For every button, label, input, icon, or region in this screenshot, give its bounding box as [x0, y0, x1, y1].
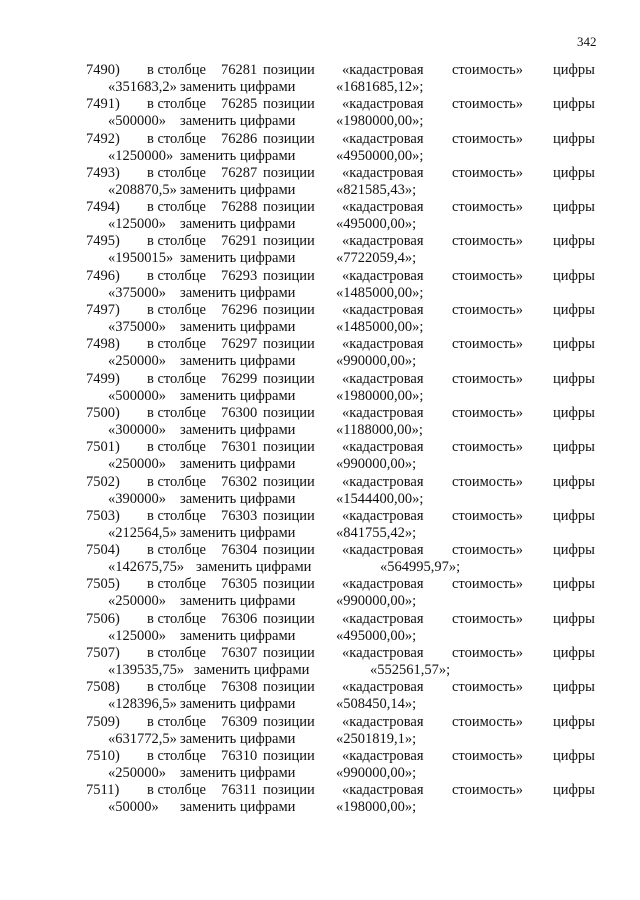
- new-value: «508450,14»;: [336, 696, 417, 713]
- digits-text: цифры: [553, 645, 595, 662]
- new-value: «1980000,00»;: [336, 113, 424, 130]
- item-number: 7501): [86, 439, 120, 456]
- position-text: позиции: [263, 542, 315, 559]
- in-column-text: в столбце: [147, 439, 206, 456]
- old-value: «375000»: [108, 284, 166, 301]
- item-number: 7499): [86, 370, 120, 387]
- cadastral-text: «кадастровая: [342, 267, 424, 284]
- item-number: 7509): [86, 713, 120, 730]
- position-number: 76281: [221, 62, 258, 78]
- in-column-text: в столбце: [147, 370, 206, 387]
- replace-text: заменить цифрами: [180, 764, 296, 781]
- cost-text: стоимость»: [452, 679, 524, 696]
- new-value: «2501819,1»;: [336, 730, 417, 747]
- old-value: «208870,5»: [108, 181, 177, 198]
- position-text: позиции: [263, 302, 315, 319]
- cadastral-text: «кадастровая: [342, 233, 424, 250]
- position-text: позиции: [263, 164, 315, 181]
- old-value: «1250000»: [108, 147, 174, 164]
- item-number: 7503): [86, 507, 120, 524]
- replace-text: заменить цифрами: [196, 559, 312, 576]
- digits-text: цифры: [553, 576, 595, 593]
- position-text: позиции: [263, 233, 315, 250]
- item-number: 7508): [86, 679, 120, 696]
- old-value: «139535,75»: [108, 662, 185, 679]
- digits-text: цифры: [553, 96, 595, 113]
- cost-text: стоимость»: [452, 96, 524, 113]
- position-text: позиции: [263, 267, 315, 284]
- item-number: 7510): [86, 747, 120, 764]
- old-value: «631772,5»: [108, 730, 177, 747]
- position-text: позиции: [263, 747, 315, 764]
- digits-text: цифры: [553, 370, 595, 387]
- digits-text: цифры: [553, 679, 595, 696]
- new-value: «1485000,00»;: [336, 284, 424, 301]
- cost-text: стоимость»: [452, 267, 524, 284]
- digits-text: цифры: [553, 164, 595, 181]
- cadastral-text: «кадастровая: [342, 713, 424, 730]
- in-column-text: в столбце: [147, 576, 206, 593]
- in-column-text: в столбце: [147, 130, 206, 147]
- old-value: «351683,2»: [108, 79, 177, 95]
- in-column-text: в столбце: [147, 713, 206, 730]
- cadastral-text: «кадастровая: [342, 130, 424, 147]
- amendment-item: [0, 576, 640, 610]
- old-value: «375000»: [108, 319, 166, 336]
- new-value: «990000,00»;: [336, 353, 417, 370]
- cadastral-text: «кадастровая: [342, 96, 424, 113]
- amendment-item: [0, 679, 640, 713]
- old-value: «125000»: [108, 216, 166, 233]
- cadastral-text: «кадастровая: [342, 336, 424, 353]
- position-number: 76308: [221, 679, 258, 696]
- cost-text: стоимость»: [452, 370, 524, 387]
- position-number: 76291: [221, 233, 258, 250]
- digits-text: цифры: [553, 199, 595, 216]
- position-number: 76302: [221, 473, 258, 490]
- position-text: позиции: [263, 713, 315, 730]
- cost-text: стоимость»: [452, 336, 524, 353]
- position-number: 76306: [221, 610, 258, 627]
- amendment-list: [0, 62, 640, 817]
- position-number: 76300: [221, 404, 258, 421]
- position-number: 76304: [221, 542, 258, 559]
- amendment-item: [0, 199, 640, 233]
- position-text: позиции: [263, 439, 315, 456]
- digits-text: цифры: [553, 233, 595, 250]
- new-value: «990000,00»;: [336, 764, 417, 781]
- cost-text: стоимость»: [452, 233, 524, 250]
- in-column-text: в столбце: [147, 610, 206, 627]
- in-column-text: в столбце: [147, 199, 206, 216]
- replace-text: заменить цифрами: [194, 662, 310, 679]
- digits-text: цифры: [553, 302, 595, 319]
- in-column-text: в столбце: [147, 404, 206, 421]
- amendment-item: [0, 508, 640, 542]
- digits-text: цифры: [553, 404, 595, 421]
- old-value: «128396,5»: [108, 696, 177, 713]
- in-column-text: в столбце: [147, 96, 206, 113]
- cadastral-text: «кадастровая: [342, 645, 424, 662]
- old-value: «300000»: [108, 421, 166, 438]
- position-text: позиции: [263, 576, 315, 593]
- amendment-item: [0, 131, 640, 165]
- new-value: «564995,97»;: [380, 559, 461, 576]
- new-value: «495000,00»;: [336, 216, 417, 233]
- cadastral-text: «кадастровая: [342, 473, 424, 490]
- cost-text: стоимость»: [452, 782, 524, 799]
- old-value: «250000»: [108, 593, 166, 610]
- cost-text: стоимость»: [452, 645, 524, 662]
- amendment-item: [0, 542, 640, 576]
- cost-text: стоимость»: [452, 576, 524, 593]
- amendment-item: [0, 165, 640, 199]
- replace-text: заменить цифрами: [180, 593, 296, 610]
- digits-text: цифры: [553, 610, 595, 627]
- position-number: 76285: [221, 96, 258, 113]
- amendment-item: [0, 748, 640, 782]
- old-value: «500000»: [108, 387, 166, 404]
- amendment-item: [0, 233, 640, 267]
- replace-text: заменить цифрами: [180, 147, 296, 164]
- item-number: 7498): [86, 336, 120, 353]
- position-text: позиции: [263, 610, 315, 627]
- position-text: позиции: [263, 130, 315, 147]
- new-value: «1485000,00»;: [336, 319, 424, 336]
- old-value: «1950015»: [108, 250, 174, 267]
- item-number: 7502): [86, 473, 120, 490]
- old-value: «50000»: [108, 799, 159, 816]
- replace-text: заменить цифрами: [180, 524, 296, 541]
- in-column-text: в столбце: [147, 267, 206, 284]
- item-number: 7492): [86, 130, 120, 147]
- replace-text: заменить цифрами: [180, 216, 296, 233]
- replace-text: заменить цифрами: [180, 799, 296, 816]
- cost-text: стоимость»: [452, 747, 524, 764]
- cost-text: стоимость»: [452, 302, 524, 319]
- cost-text: стоимость»: [452, 610, 524, 627]
- amendment-item: [0, 645, 640, 679]
- new-value: «4950000,00»;: [336, 147, 424, 164]
- cadastral-text: «кадастровая: [342, 576, 424, 593]
- new-value: «1188000,00»;: [336, 421, 423, 438]
- replace-text: заменить цифрами: [180, 490, 296, 507]
- cadastral-text: «кадастровая: [342, 302, 424, 319]
- cost-text: стоимость»: [452, 62, 524, 78]
- cadastral-text: «кадастровая: [342, 439, 424, 456]
- old-value: «250000»: [108, 764, 166, 781]
- old-value: «142675,75»: [108, 559, 185, 576]
- position-number: 76297: [221, 336, 258, 353]
- cost-text: стоимость»: [452, 164, 524, 181]
- digits-text: цифры: [553, 62, 595, 78]
- new-value: «821585,43»;: [336, 181, 417, 198]
- cadastral-text: «кадастровая: [342, 507, 424, 524]
- in-column-text: в столбце: [147, 542, 206, 559]
- position-number: 76305: [221, 576, 258, 593]
- new-value: «495000,00»;: [336, 627, 417, 644]
- cost-text: стоимость»: [452, 199, 524, 216]
- in-column-text: в столбце: [147, 747, 206, 764]
- amendment-item: [0, 62, 640, 96]
- old-value: «125000»: [108, 627, 166, 644]
- item-number: 7497): [86, 302, 120, 319]
- old-value: «390000»: [108, 490, 166, 507]
- cadastral-text: «кадастровая: [342, 370, 424, 387]
- item-number: 7511): [86, 782, 120, 799]
- position-text: позиции: [263, 645, 315, 662]
- cadastral-text: «кадастровая: [342, 610, 424, 627]
- in-column-text: в столбце: [147, 782, 206, 799]
- position-number: 76288: [221, 199, 258, 216]
- cadastral-text: «кадастровая: [342, 747, 424, 764]
- in-column-text: в столбце: [147, 62, 206, 78]
- new-value: «198000,00»;: [336, 799, 417, 816]
- replace-text: заменить цифрами: [180, 730, 296, 747]
- replace-text: заменить цифрами: [180, 113, 296, 130]
- cost-text: стоимость»: [452, 439, 524, 456]
- new-value: «990000,00»;: [336, 593, 417, 610]
- position-text: позиции: [263, 96, 315, 113]
- old-value: «212564,5»: [108, 524, 177, 541]
- new-value: «7722059,4»;: [336, 250, 417, 267]
- amendment-item: [0, 336, 640, 370]
- new-value: «552561,57»;: [370, 662, 451, 679]
- item-number: 7505): [86, 576, 120, 593]
- position-text: позиции: [263, 473, 315, 490]
- position-text: позиции: [263, 199, 315, 216]
- amendment-item: [0, 611, 640, 645]
- position-number: 76299: [221, 370, 258, 387]
- replace-text: заменить цифрами: [180, 456, 296, 473]
- item-number: 7494): [86, 199, 120, 216]
- cadastral-text: «кадастровая: [342, 679, 424, 696]
- cadastral-text: «кадастровая: [342, 62, 424, 78]
- item-number: 7491): [86, 96, 120, 113]
- position-number: 76307: [221, 645, 258, 662]
- replace-text: заменить цифрами: [180, 387, 296, 404]
- replace-text: заменить цифрами: [180, 696, 296, 713]
- new-value: «841755,42»;: [336, 524, 417, 541]
- digits-text: цифры: [553, 336, 595, 353]
- position-text: позиции: [263, 679, 315, 696]
- position-number: 76311: [221, 782, 257, 799]
- amendment-item: [0, 782, 640, 816]
- replace-text: заменить цифрами: [180, 284, 296, 301]
- item-number: 7500): [86, 404, 120, 421]
- in-column-text: в столбце: [147, 645, 206, 662]
- position-text: позиции: [263, 62, 315, 78]
- digits-text: цифры: [553, 507, 595, 524]
- digits-text: цифры: [553, 542, 595, 559]
- digits-text: цифры: [553, 267, 595, 284]
- old-value: «250000»: [108, 353, 166, 370]
- replace-text: заменить цифрами: [180, 181, 296, 198]
- cost-text: стоимость»: [452, 542, 524, 559]
- new-value: «990000,00»;: [336, 456, 417, 473]
- amendment-item: [0, 714, 640, 748]
- page-number: 342: [577, 34, 597, 49]
- item-number: 7493): [86, 164, 120, 181]
- in-column-text: в столбце: [147, 233, 206, 250]
- amendment-item: [0, 268, 640, 302]
- new-value: «1544400,00»;: [336, 490, 424, 507]
- replace-text: заменить цифрами: [180, 319, 296, 336]
- position-number: 76293: [221, 267, 258, 284]
- old-value: «250000»: [108, 456, 166, 473]
- position-number: 76309: [221, 713, 258, 730]
- item-number: 7504): [86, 542, 120, 559]
- in-column-text: в столбце: [147, 302, 206, 319]
- cadastral-text: «кадастровая: [342, 782, 424, 799]
- position-number: 76310: [221, 747, 258, 764]
- digits-text: цифры: [553, 782, 595, 799]
- cadastral-text: «кадастровая: [342, 199, 424, 216]
- digits-text: цифры: [553, 439, 595, 456]
- item-number: 7506): [86, 610, 120, 627]
- replace-text: заменить цифрами: [180, 250, 296, 267]
- digits-text: цифры: [553, 713, 595, 730]
- cost-text: стоимость»: [452, 404, 524, 421]
- item-number: 7507): [86, 645, 120, 662]
- cadastral-text: «кадастровая: [342, 164, 424, 181]
- cost-text: стоимость»: [452, 507, 524, 524]
- item-number: 7490): [86, 62, 120, 78]
- position-text: позиции: [263, 507, 315, 524]
- position-number: 76303: [221, 507, 258, 524]
- old-value: «500000»: [108, 113, 166, 130]
- in-column-text: в столбце: [147, 679, 206, 696]
- position-number: 76301: [221, 439, 258, 456]
- cost-text: стоимость»: [452, 713, 524, 730]
- amendment-item: [0, 371, 640, 405]
- amendment-item: [0, 439, 640, 473]
- digits-text: цифры: [553, 747, 595, 764]
- position-text: позиции: [263, 370, 315, 387]
- cost-text: стоимость»: [452, 130, 524, 147]
- replace-text: заменить цифрами: [180, 421, 296, 438]
- position-text: позиции: [263, 336, 315, 353]
- amendment-item: [0, 96, 640, 130]
- position-number: 76287: [221, 164, 258, 181]
- digits-text: цифры: [553, 473, 595, 490]
- in-column-text: в столбце: [147, 473, 206, 490]
- item-number: 7495): [86, 233, 120, 250]
- amendment-item: [0, 405, 640, 439]
- in-column-text: в столбце: [147, 336, 206, 353]
- new-value: «1681685,12»;: [336, 79, 424, 95]
- item-number: 7496): [86, 267, 120, 284]
- position-text: позиции: [263, 782, 315, 799]
- replace-text: заменить цифрами: [180, 627, 296, 644]
- amendment-item: [0, 302, 640, 336]
- in-column-text: в столбце: [147, 164, 206, 181]
- new-value: «1980000,00»;: [336, 387, 424, 404]
- cadastral-text: «кадастровая: [342, 542, 424, 559]
- replace-text: заменить цифрами: [180, 353, 296, 370]
- cadastral-text: «кадастровая: [342, 404, 424, 421]
- position-number: 76286: [221, 130, 258, 147]
- position-text: позиции: [263, 404, 315, 421]
- cost-text: стоимость»: [452, 473, 524, 490]
- digits-text: цифры: [553, 130, 595, 147]
- position-number: 76296: [221, 302, 258, 319]
- in-column-text: в столбце: [147, 507, 206, 524]
- replace-text: заменить цифрами: [180, 79, 296, 95]
- amendment-item: [0, 474, 640, 508]
